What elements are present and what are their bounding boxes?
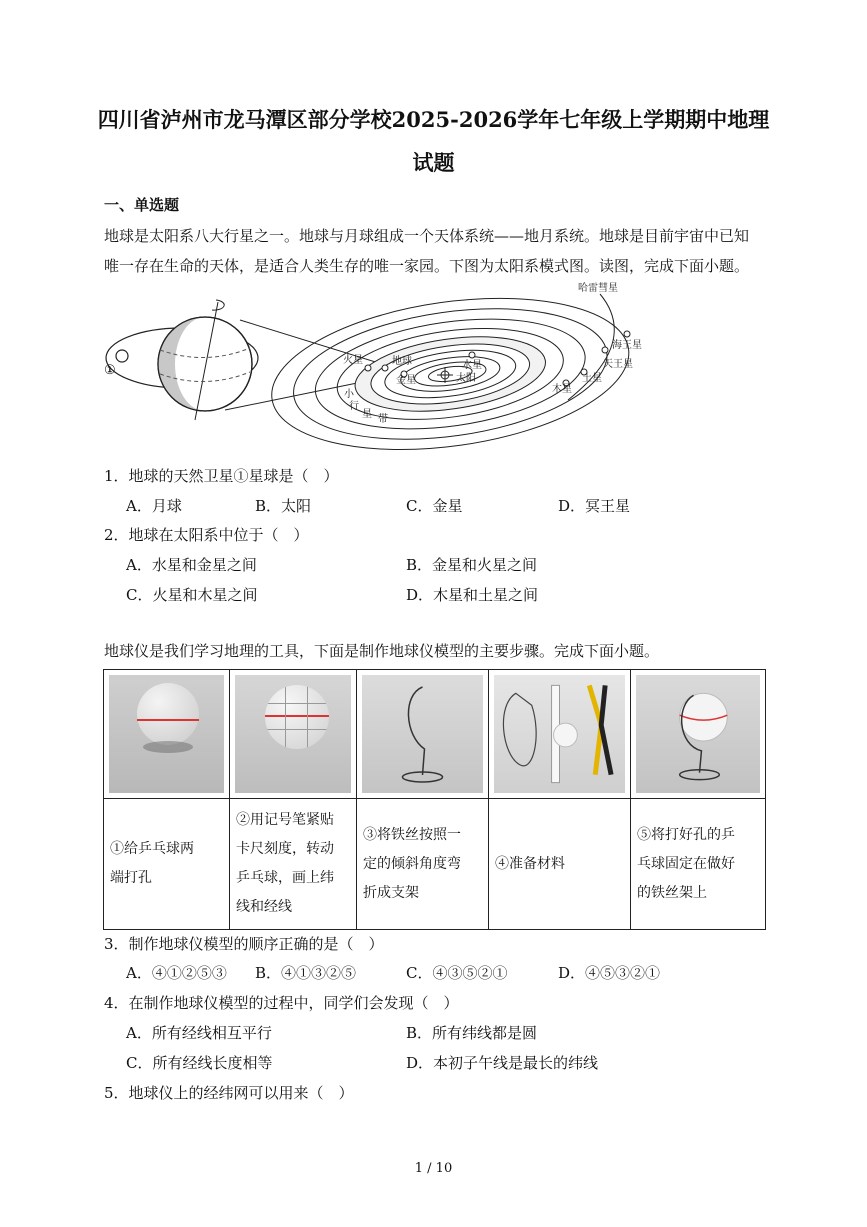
section-heading: 一、单选题 <box>104 196 180 214</box>
globe-steps-table <box>103 669 766 930</box>
marked-ball-photo <box>235 675 351 793</box>
step-5-text-line: ⑤将打好孔的乒 <box>637 826 735 843</box>
question-5-stem: 5．地球仪上的经纬网可以用来（ ） <box>104 1084 354 1102</box>
step-2-text-line: 卡尺刻度，转动 <box>236 841 334 857</box>
question-1-option-d[interactable]: D．冥王星 <box>558 497 631 515</box>
wire-stand-photo <box>362 675 483 793</box>
question-4-stem: 4．在制作地球仪模型的过程中，同学们会发现（ ） <box>104 994 459 1012</box>
label-mars: 火星 <box>343 355 363 366</box>
step-1-text-line: ①给乒乓球两 <box>110 841 194 857</box>
step-5-text-line: 乓球固定在做好 <box>637 855 735 872</box>
solar-system-diagram <box>100 282 660 460</box>
label-earth: 地球 <box>392 356 412 367</box>
label-venus: 金星 <box>396 375 416 386</box>
label-asteroid-4: 带 <box>378 414 388 425</box>
intro-paragraph-line1: 地球是太阳系八大行星之一。地球与月球组成一个天体系统——地月系统。地球是目前宇宙中已知 <box>104 227 750 245</box>
document-title-line2: 试题 <box>412 150 455 175</box>
label-asteroid-1: 小 <box>344 389 354 400</box>
label-asteroid-2: 行 <box>349 401 359 412</box>
question-3-option-d[interactable]: D．④⑤③②① <box>558 964 661 982</box>
question-4-option-a[interactable]: A．所有经线相互平行 <box>126 1024 272 1042</box>
step-1-text-line: 端打孔 <box>110 870 152 886</box>
step-3-photo-cell <box>357 670 489 799</box>
ping-pong-ball-photo <box>109 675 224 793</box>
question-4-option-d[interactable]: D．本初子午线是最长的纬线 <box>406 1054 599 1072</box>
step-3-text-cell <box>357 799 489 930</box>
step-5-text-line: 的铁丝架上 <box>637 884 707 901</box>
finished-globe-photo <box>636 675 760 793</box>
question-3-option-c[interactable]: C．④③⑤②① <box>406 964 508 982</box>
question-4-option-c[interactable]: C．所有经线长度相等 <box>126 1054 273 1072</box>
step-4-photo-cell <box>489 670 631 799</box>
label-halley-comet: 哈雷彗星 <box>578 283 618 294</box>
label-mercury: 水星 <box>462 360 482 371</box>
question-3-stem: 3．制作地球仪模型的顺序正确的是（ ） <box>104 935 384 953</box>
question-1-stem: 1．地球的天然卫星①星球是（ ） <box>104 467 339 485</box>
circle-1-label: ① <box>104 363 116 378</box>
step-4-text-cell <box>489 799 631 930</box>
label-saturn: 土星 <box>582 373 602 384</box>
step-2-text-cell <box>230 799 357 930</box>
materials-photo <box>494 675 625 793</box>
page-number: 1 / 10 <box>414 1161 453 1176</box>
label-jupiter: 木星 <box>552 384 572 395</box>
label-sun: 太阳 <box>456 373 476 384</box>
question-2-stem: 2．地球在太阳系中位于（ ） <box>104 526 309 544</box>
step-3-text-line: ③将铁丝按照一 <box>363 826 461 843</box>
question-4-option-b[interactable]: B．所有纬线都是圆 <box>406 1024 538 1042</box>
document-title-line1: 四川省泸州市龙马潭区部分学校2025-2026学年七年级上学期期中地理 <box>97 107 770 132</box>
step-2-text-line: 乒乓球，画上纬 <box>236 870 334 886</box>
step-4-text-line: ④准备材料 <box>495 855 565 872</box>
step-2-text-line: 线和经线 <box>236 899 292 915</box>
step-3-text-line: 折成支架 <box>363 884 419 901</box>
intro-paragraph-line2: 唯一存在生命的天体，是适合人类生存的唯一家园。下图为太阳系模式图。读图，完成下面小题。 <box>104 257 750 275</box>
question-3-option-a[interactable]: A．④①②⑤③ <box>126 964 227 982</box>
moon-circle <box>116 350 128 362</box>
label-neptune: 海王星 <box>612 340 642 351</box>
step-1-text-cell <box>104 799 230 930</box>
label-uranus: 天王星 <box>603 359 633 370</box>
step-5-photo-cell <box>631 670 766 799</box>
question-1-option-c[interactable]: C．金星 <box>406 497 463 515</box>
question-1-option-a[interactable]: A．月球 <box>126 497 182 515</box>
step-3-text-line: 定的倾斜角度弯 <box>363 855 461 872</box>
question-1-option-b[interactable]: B．太阳 <box>255 497 312 515</box>
step-1-photo-cell <box>104 670 230 799</box>
intro-paragraph-2: 地球仪是我们学习地理的工具，下面是制作地球仪模型的主要步骤。完成下面小题。 <box>104 642 660 660</box>
label-asteroid-3: 星 <box>362 409 372 420</box>
step-2-photo-cell <box>230 670 357 799</box>
question-2-option-d[interactable]: D．木星和土星之间 <box>406 586 539 604</box>
question-2-option-b[interactable]: B．金星和火星之间 <box>406 556 538 574</box>
step-2-text-line: ②用记号笔紧贴 <box>236 812 334 828</box>
question-2-option-c[interactable]: C．火星和木星之间 <box>126 586 258 604</box>
question-3-option-b[interactable]: B．④①③②⑤ <box>255 964 357 982</box>
step-5-text-cell <box>631 799 766 930</box>
question-2-option-a[interactable]: A．水星和金星之间 <box>126 556 257 574</box>
earth-globe <box>158 300 252 420</box>
